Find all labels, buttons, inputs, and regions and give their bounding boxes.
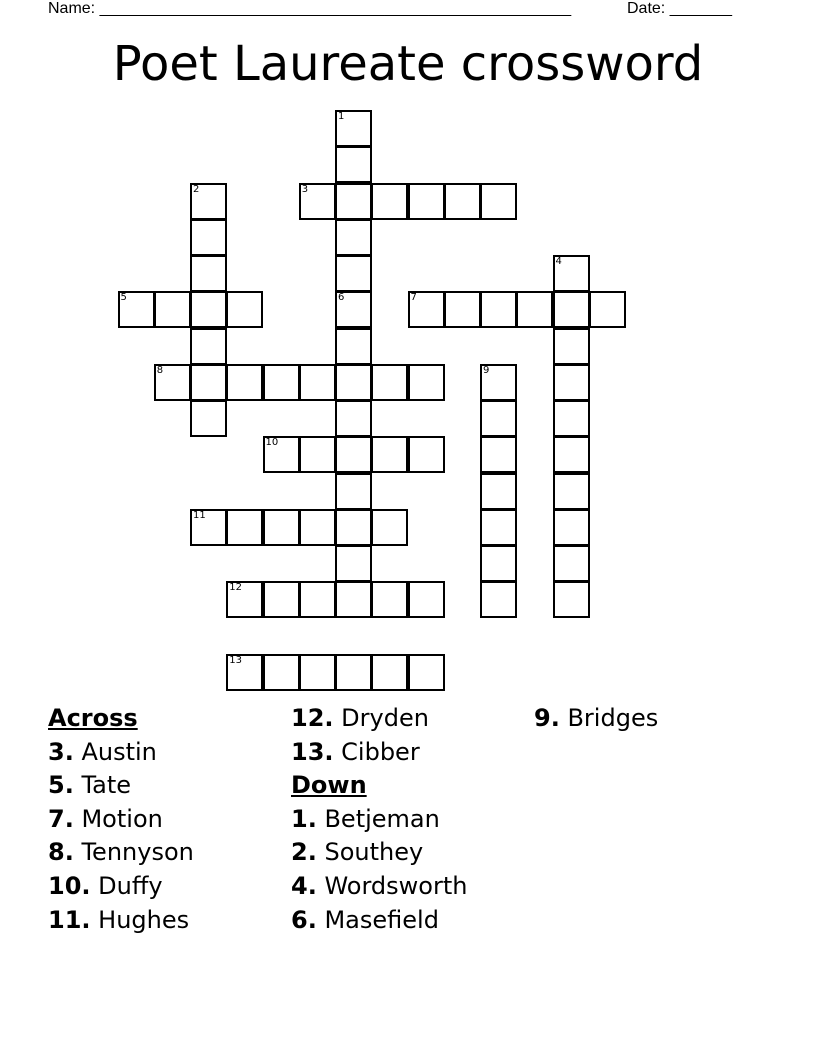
- grid-cell[interactable]: [190, 291, 227, 328]
- grid-cell[interactable]: [299, 581, 336, 618]
- grid-cell[interactable]: [371, 183, 408, 220]
- name-label: Name: _____________________________________________________: [48, 0, 572, 17]
- grid-cell[interactable]: [335, 146, 372, 183]
- grid-cell[interactable]: [444, 183, 481, 220]
- grid-cell[interactable]: [154, 291, 191, 328]
- clue-down-9: 9. Bridges: [534, 704, 659, 732]
- grid-cell[interactable]: [335, 183, 372, 220]
- down-heading: Down: [291, 771, 367, 800]
- grid-cell[interactable]: [335, 654, 372, 691]
- clue-across-12: 12. Dryden: [291, 704, 429, 732]
- grid-cell[interactable]: [408, 436, 445, 473]
- grid-cell[interactable]: [408, 291, 445, 328]
- grid-cell[interactable]: [480, 183, 517, 220]
- grid-cell[interactable]: [480, 291, 517, 328]
- cell-number: 9: [483, 364, 490, 376]
- grid-cell[interactable]: [226, 364, 263, 401]
- cell-number: 3: [301, 183, 309, 195]
- grid-cell[interactable]: [480, 545, 517, 582]
- grid-cell[interactable]: [299, 436, 336, 473]
- grid-cell[interactable]: [335, 219, 372, 256]
- clues-column-2: [291, 702, 467, 937]
- grid-cell[interactable]: [480, 364, 517, 401]
- grid-cell[interactable]: [553, 400, 590, 437]
- grid-cell[interactable]: [226, 509, 263, 546]
- clue-across-3: 3. Austin: [48, 737, 157, 766]
- across-heading: Across: [48, 704, 138, 732]
- grid-cell[interactable]: [371, 364, 408, 401]
- grid-cell[interactable]: [408, 183, 445, 220]
- grid-cell[interactable]: [299, 509, 336, 546]
- grid-cell[interactable]: [190, 509, 227, 546]
- grid-cell[interactable]: [335, 328, 372, 365]
- clue-across-5: 5. Tate: [48, 771, 132, 800]
- grid-cell[interactable]: [553, 473, 590, 510]
- grid-cell[interactable]: [371, 509, 408, 546]
- clue-down-6: 6. Masefield: [291, 905, 439, 934]
- grid-cell[interactable]: [371, 581, 408, 618]
- grid-cell[interactable]: [553, 328, 590, 365]
- grid-cell[interactable]: [226, 581, 263, 618]
- grid-cell[interactable]: [444, 291, 481, 328]
- clue-down-4: 4. Wordsworth: [291, 871, 468, 900]
- grid-cell[interactable]: [335, 400, 372, 437]
- grid-cell[interactable]: [516, 291, 553, 328]
- clue-down-1: 1. Betjeman: [291, 804, 440, 833]
- grid-cell[interactable]: [190, 183, 227, 220]
- page-title: Poet Laureate crossword: [112, 36, 704, 92]
- grid-cell[interactable]: [335, 436, 372, 473]
- grid-cell[interactable]: [154, 364, 191, 401]
- cell-number: 11: [193, 509, 206, 521]
- grid-cell[interactable]: [553, 255, 590, 292]
- grid-cell[interactable]: [553, 509, 590, 546]
- grid-cell[interactable]: [263, 509, 300, 546]
- clue-across-8: 8. Tennyson: [48, 838, 194, 867]
- grid-cell[interactable]: [408, 654, 445, 691]
- grid-cell[interactable]: [371, 436, 408, 473]
- cell-number: 8: [156, 364, 164, 376]
- grid-cell[interactable]: [190, 400, 227, 437]
- grid-cell[interactable]: [553, 364, 590, 401]
- grid-cell[interactable]: [226, 654, 263, 691]
- grid-cell[interactable]: [371, 654, 408, 691]
- grid-cell[interactable]: [263, 436, 300, 473]
- grid-cell[interactable]: [263, 654, 300, 691]
- grid-cell[interactable]: [553, 581, 590, 618]
- grid-cell[interactable]: [480, 473, 517, 510]
- grid-cell[interactable]: [335, 255, 372, 292]
- grid-cell[interactable]: [480, 400, 517, 437]
- grid-cell[interactable]: [190, 255, 227, 292]
- cell-number: 4: [555, 256, 562, 267]
- cell-number: 10: [265, 437, 279, 449]
- clues-column-1: [48, 702, 194, 937]
- clue-across-7: 7. Motion: [48, 804, 163, 833]
- grid-cell[interactable]: [226, 291, 263, 328]
- clue-across-13: 13. Cibber: [291, 737, 420, 766]
- cell-number: 13: [229, 654, 242, 666]
- clue-down-2: 2. Southey: [291, 838, 424, 867]
- date-label: Date: _______: [627, 0, 732, 17]
- grid-cell[interactable]: [335, 110, 372, 147]
- grid-cell[interactable]: [263, 364, 300, 401]
- grid-cell[interactable]: [480, 581, 517, 618]
- clue-across-10: 10. Duffy: [48, 871, 163, 900]
- grid-cell[interactable]: [190, 364, 227, 401]
- grid-cell[interactable]: [299, 654, 336, 691]
- cell-number: 2: [193, 183, 200, 195]
- grid-cell[interactable]: [335, 473, 372, 510]
- clues-column-3: [534, 702, 658, 736]
- grid-cell[interactable]: [299, 183, 336, 220]
- grid-cell[interactable]: [480, 509, 517, 546]
- cell-number: 12: [229, 582, 242, 594]
- grid-cell[interactable]: [553, 436, 590, 473]
- grid-cell[interactable]: [335, 291, 372, 328]
- grid-cell[interactable]: [553, 545, 590, 582]
- grid-cell[interactable]: [190, 219, 227, 256]
- grid-cell[interactable]: [118, 291, 155, 328]
- grid-cell[interactable]: [408, 364, 445, 401]
- cell-number: 5: [120, 292, 127, 304]
- cell-number: 7: [410, 292, 417, 304]
- grid-cell[interactable]: [335, 545, 372, 582]
- grid-cell[interactable]: [335, 364, 372, 401]
- grid-cell[interactable]: [408, 581, 445, 618]
- grid-cell[interactable]: [263, 581, 300, 618]
- cell-number: 1: [338, 111, 345, 122]
- grid-cell[interactable]: [190, 328, 227, 365]
- grid-cell[interactable]: [480, 436, 517, 473]
- clue-across-11: 11. Hughes: [48, 905, 190, 934]
- grid-cell[interactable]: [589, 291, 626, 328]
- cell-number: 6: [338, 292, 345, 304]
- grid-cell[interactable]: [299, 364, 336, 401]
- grid-cell[interactable]: [335, 581, 372, 618]
- grid-cell[interactable]: [553, 291, 590, 328]
- grid-cell[interactable]: [335, 509, 372, 546]
